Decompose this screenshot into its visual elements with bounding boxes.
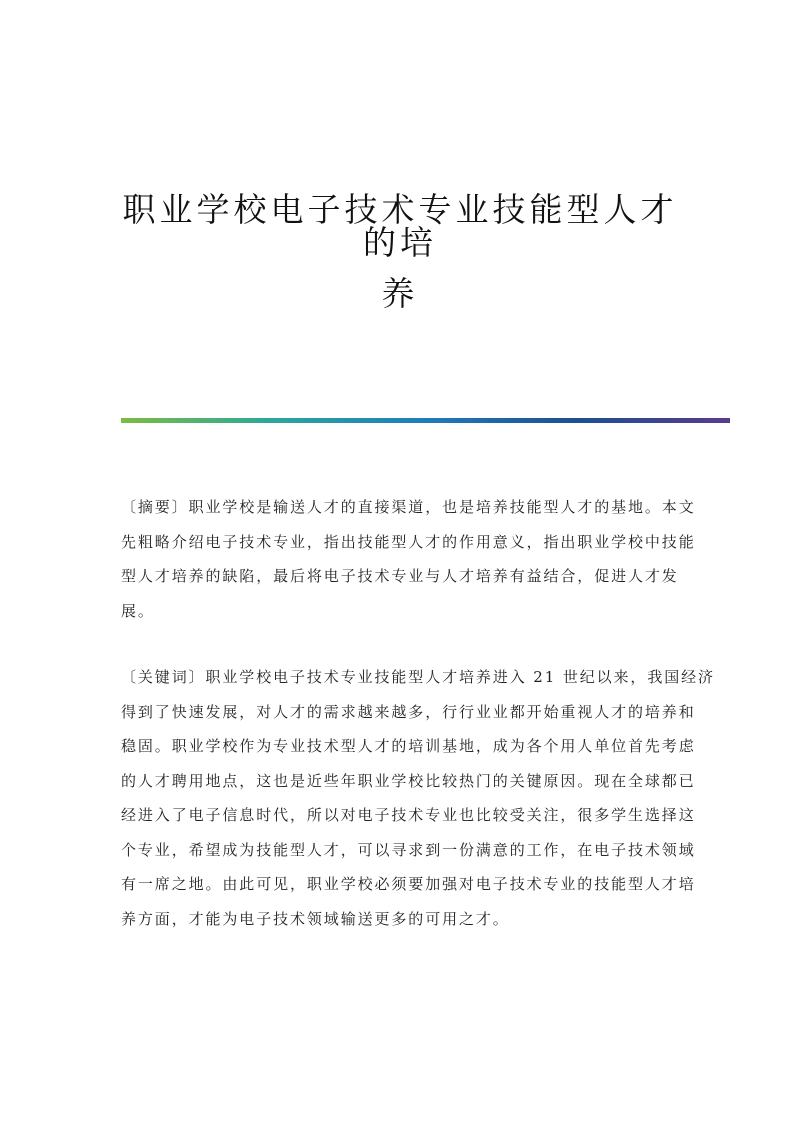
abstract-line: 型人才培养的缺陷，最后将电子技术专业与人才培养有益结合，促进人才发 xyxy=(121,567,679,585)
abstract-paragraph xyxy=(121,490,696,628)
keywords-line: 经进入了电子信息时代，所以对电子技术专业也比较受关注，很多学生选择这 xyxy=(121,806,696,824)
abstract-line: 展。 xyxy=(121,601,155,620)
document-title-line-2: 养 xyxy=(381,274,419,313)
keywords-line: 有一席之地。由此可见，职业学校必须要加强对电子技术专业的技能型人才培 xyxy=(121,875,696,893)
document-title-line-1: 职业学校电子技术专业技能型人才的培 xyxy=(122,190,678,262)
keywords-line: 的人才聘用地点，这也是近些年职业学校比较热门的关键原因。现在全球都已 xyxy=(121,771,696,790)
abstract-line: 〔摘要〕职业学校是输送人才的直接渠道，也是培养技能型人才的基地。本文 xyxy=(121,498,696,516)
keywords-line: 得到了快速发展，对人才的需求越来越多，行行业业都开始重视人才的培养和 xyxy=(121,702,696,721)
keywords-line: 个专业，希望成为技能型人才，可以寻求到一份满意的工作，在电子技术领域 xyxy=(121,840,696,859)
keywords-line: 稳固。职业学校作为专业技术型人才的培训基地，成为各个用人单位首先考虑 xyxy=(121,737,696,755)
keywords-line: 〔关键词〕职业学校电子技术专业技能型人才培养进入 21 世纪以来，我国经济 xyxy=(121,668,715,686)
abstract-line: 先粗略介绍电子技术专业，指出技能型人才的作用意义，指出职业学校中技能 xyxy=(121,532,696,551)
keywords-paragraph xyxy=(121,660,715,936)
keywords-line: 养方面，才能为电子技术领域输送更多的可用之才。 xyxy=(121,909,510,928)
title-divider xyxy=(121,418,730,423)
